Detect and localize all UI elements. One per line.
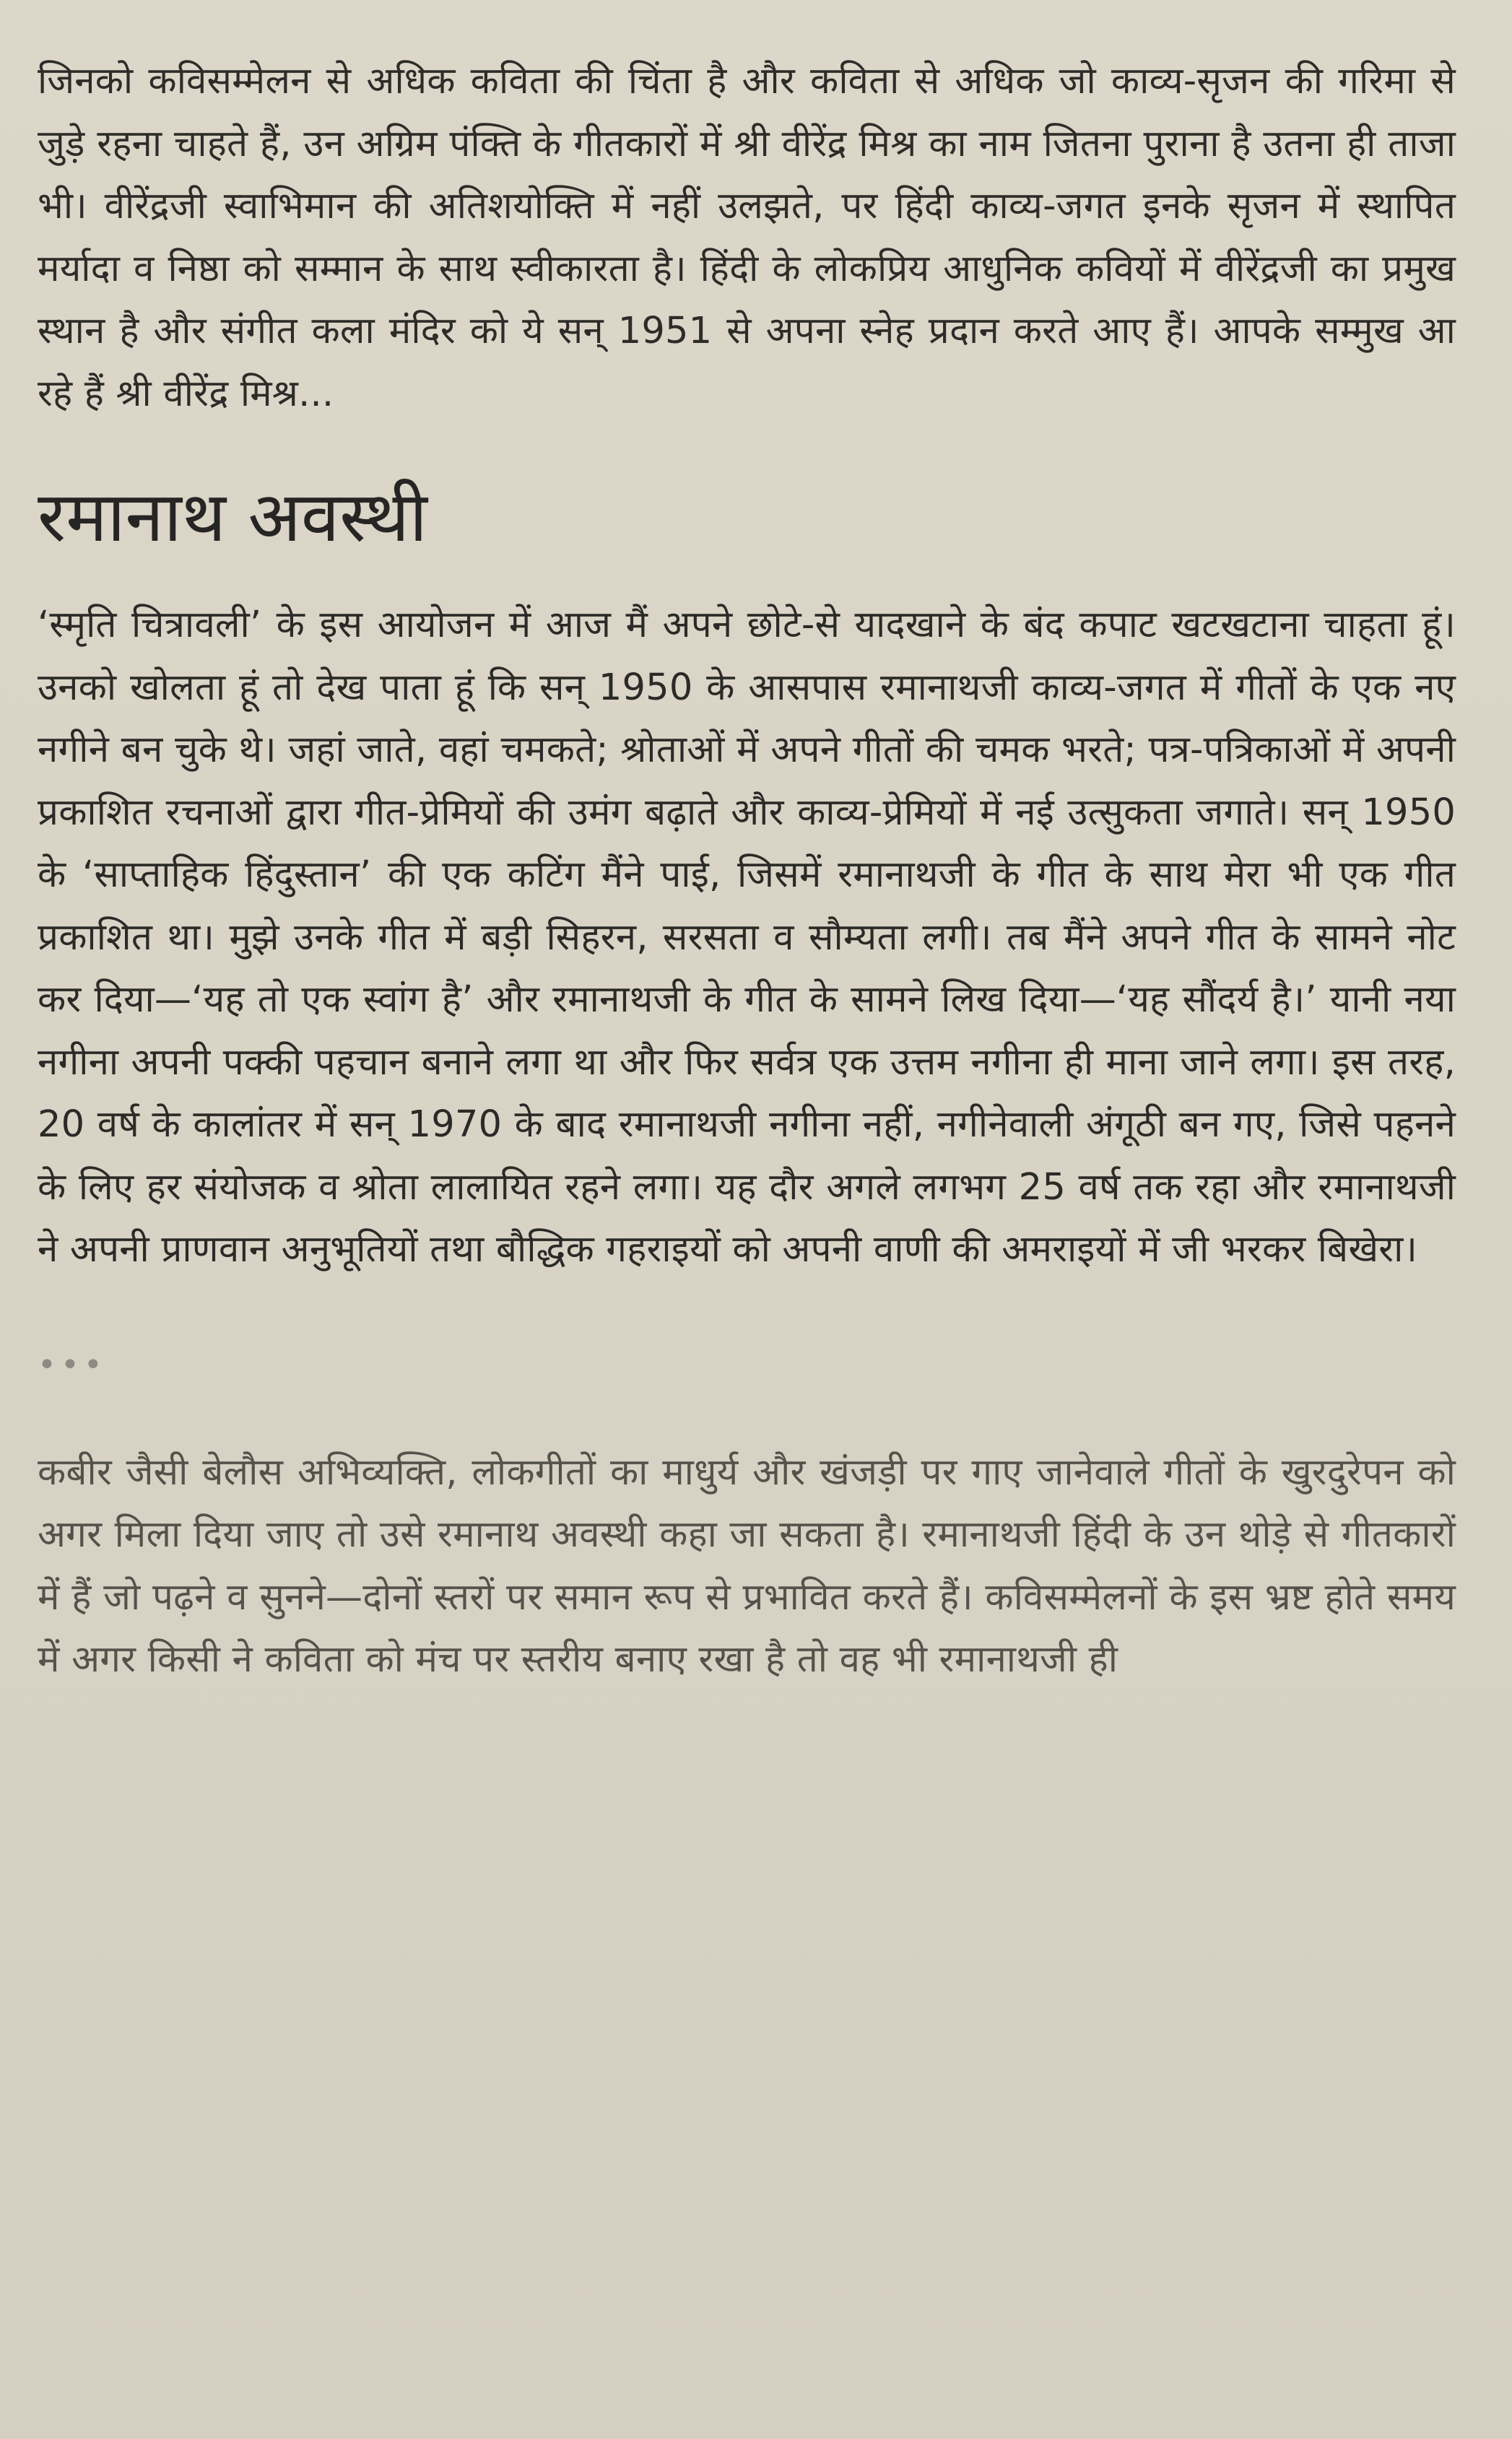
main-paragraph: ‘स्मृति चित्रावली’ के इस आयोजन में आज मैं अपने छोटे-से यादखाने के बंद कपाट खटखटाना चाहता हूं। उनको खोलता हूं तो देख पाता हूं कि सन् 1950 के आसपास रमानाथजी काव्य-जगत में गीतों के एक नए नगीने बन चुके थे। जहां जाते, वहां चमकते; श्रोताओं में अपने गीतों की चमक भरते; पत्र-पत्रिकाओं में अपनी प्रकाशित रचनाओं द्वारा गीत-प्रेमियों की उमंग बढ़ाते और काव्य-प्रेमियों में नई उत्सुकता जगाते। सन् 1950 के ‘साप्ताहिक हिंदुस्तान’ की एक कटिंग मैंने पाई, जिसमें रमानाथजी के गीत के साथ मेरा भी एक गीत प्रकाशित था। मुझे उनके गीत में बड़ी सिहरन, सरसता व सौम्यता लगी। तब मैंने अपने गीत के सामने नोट कर दिया—‘यह तो एक स्वांग है’ और रमानाथजी के गीत के सामने लिख दिया—‘यह सौंदर्य है।’ यानी नया नगीना अपनी पक्की पहचान बनाने लगा था और फिर सर्वत्र एक उत्तम नगीना ही माना जाने लगा। इस तरह, 20 वर्ष के कालांतर में सन् 1970 के बाद रमानाथजी नगीना नहीं, नगीनेवाली अंगूठी बन गए, जिसे पहनने के लिए हर संयोजक व श्रोता लालायित रहने लगा। यह दौर अगले लगभग 25 वर्ष तक रहा और रमानाथजी ने अपनी प्राणवान अनुभूतियों तथा बौद्धिक गहराइयों को अपनी वाणी की अमराइयों में जी भरकर बिखेरा।: [38, 604, 1456, 1271]
continuation-paragraph: कबीर जैसी बेलौस अभिव्यक्ति, लोकगीतों का माधुर्य और खंजड़ी पर गाए जानेवाले गीतों के खुरदुरेपन को अगर मिला दिया जाए तो उसे रमानाथ अवस्थी कहा जा सकता है। रमानाथजी हिंदी के उन थोड़े से गीतकारों में हैं जो पढ़ने व सुनने—दोनों स्तरों पर समान रूप से प्रभावित करते हैं। कविसम्मेलनों के इस भ्रष्ट होते समय में अगर किसी ने कविता को मंच पर स्तरीय बनाए रखा है तो वह भी रमानाथजी ही: [38, 1451, 1456, 1681]
section-heading: रमानाथ अवस्थी: [38, 477, 427, 557]
intro-paragraph: जिनको कविसम्मेलन से अधिक कविता की चिंता है और कविता से अधिक जो काव्य-सृजन की गरिमा से जुड़े रहना चाहते हैं, उन अग्रिम पंक्ति के गीतकारों में श्री वीरेंद्र मिश्र का नाम जितना पुराना है उतना ही ताजा भी। वीरेंद्रजी स्वाभिमान की अतिशयोक्ति में नहीं उलझते, पर हिंदी काव्य-जगत इनके सृजन में स्थापित मर्यादा व निष्ठा को सम्मान के साथ स्वीकारता है। हिंदी के लोकप्रिय आधुनिक कवियों में वीरेंद्रजी का प्रमुख स्थान है और संगीत कला मंदिर को ये सन् 1951 से अपना स्नेह प्रदान करते आए हैं। आपके सम्मुख आ रहे हैं श्री वीरेंद्र मिश्र...: [38, 60, 1456, 415]
section-separator: •••: [38, 1346, 107, 1383]
